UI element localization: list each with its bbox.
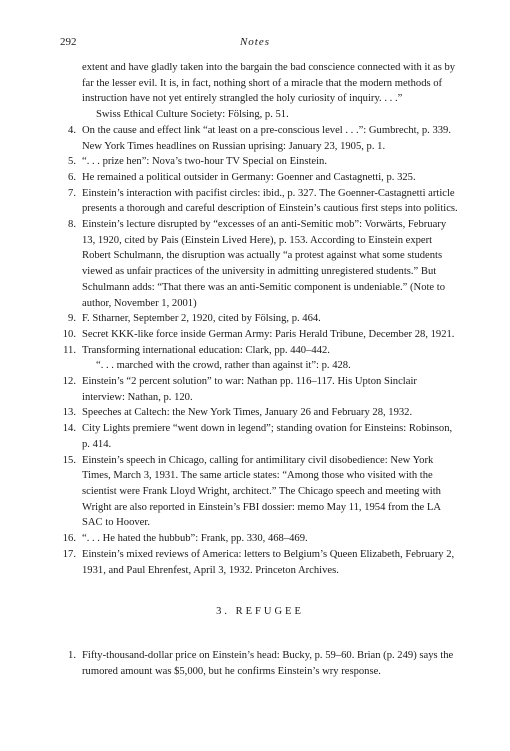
note-item xyxy=(60,547,460,578)
note-item xyxy=(60,186,460,217)
note-subline: “. . . marched with the crowd, rather than against it”: p. 428. xyxy=(96,360,351,372)
note-text: Transforming international education: Clark, pp. 440–442. xyxy=(82,344,330,356)
note-number: 1. xyxy=(68,649,76,661)
section-notes-list xyxy=(60,648,460,679)
note-text: City Lights premiere “went down in legend”; standing ovation for Einsteins: Robinson, p. 414. xyxy=(82,423,453,450)
page-number: 292 xyxy=(60,36,77,48)
note-item xyxy=(60,311,460,327)
note-item xyxy=(60,170,460,186)
note-number: 6. xyxy=(68,171,76,183)
note-number: 16. xyxy=(62,533,76,545)
notes-list xyxy=(60,123,460,578)
note-number: 14. xyxy=(62,423,76,435)
note-number: 4. xyxy=(68,124,76,136)
continuation-source: Swiss Ethical Culture Society: Fölsing, p. 51. xyxy=(96,109,289,121)
note-text: Einstein’s interaction with pacifist circles: ibid., p. 327. The Goenner-Castagnetti article presents a thorough and careful description of Einstein’s cautious first steps into politics. xyxy=(82,187,458,215)
note-item xyxy=(60,405,460,421)
running-head: Notes xyxy=(239,36,271,48)
note-text: Einstein’s mixed reviews of America: letters to Belgium’s Queen Elizabeth, February 2, 1931, and Paul Ehrenfest, April 3, 1932. Princeton Archives. xyxy=(82,548,455,576)
note-number: 11. xyxy=(63,344,76,356)
note-number: 13. xyxy=(62,407,76,419)
note-text: F. Stharner, September 2, 1920, cited by Fölsing, p. 464. xyxy=(82,313,321,325)
note-number: 10. xyxy=(62,328,76,340)
page-header xyxy=(60,36,450,52)
note-text: Secret KKK-like force inside German Army: Paris Herald Tribune, December 28, 1921. xyxy=(82,328,455,340)
note-item xyxy=(60,154,460,170)
note-number: 17. xyxy=(62,548,76,560)
note-item xyxy=(60,123,460,154)
note-text: Einstein’s speech in Chicago, calling for antimilitary civil disobedience: New York Times, March 3, 1931. The same article states: “Among those who visited with the scientist were Frank Lloyd Wright, architect.” The Chicago speech and meeting with Wright are also reported in Einstein’s FBI dossier: memo May 11, 1954 from the LA SAC to Hoover. xyxy=(82,454,441,529)
note-item xyxy=(60,421,460,452)
note-text: “. . . prize hen”: Nova’s two-hour TV Special on Einstein. xyxy=(82,156,327,168)
note-text: On the cause and effect link “at least on a pre-conscious level . . .”: Gumbrecht, p. 339. New York Times headlines on Russian uprising: January 23, 1905, p. 1. xyxy=(82,124,451,152)
note-number: 15. xyxy=(62,454,76,466)
note-number: 8. xyxy=(68,219,76,231)
notes-body xyxy=(60,60,460,679)
continuation-text: extent and have gladly taken into the bargain the bad conscience connected with it as by far the lesser evil. It is, in fact, nothing short of a miracle that the modern methods of instruction have not yet entirely strangled the holy curiosity of inquiry. . . .” xyxy=(82,62,456,105)
note-number: 5. xyxy=(68,156,76,168)
note-text: “. . . He hated the hubbub”: Frank, pp. 330, 468–469. xyxy=(82,533,308,545)
note-number: 7. xyxy=(68,187,76,199)
note-item xyxy=(60,531,460,547)
note-text: Fifty-thousand-dollar price on Einstein’s head: Bucky, p. 59–60. Brian (p. 249) says the rumored amount was $5,000, but he confirms Einstein’s wry response. xyxy=(82,649,454,677)
note-number: 9. xyxy=(68,313,76,325)
note-item xyxy=(60,374,460,405)
note-number: 12. xyxy=(62,376,76,388)
note-item xyxy=(60,453,460,532)
note-item xyxy=(60,648,460,679)
note-text: Speeches at Caltech: the New York Times, January 26 and February 28, 1932. xyxy=(82,407,413,419)
note-item xyxy=(60,327,460,343)
note-item xyxy=(60,343,460,359)
note-text: He remained a political outsider in Germany: Goenner and Castagnetti, p. 325. xyxy=(82,171,416,183)
note-text: Einstein’s “2 percent solution” to war: Nathan pp. 116–117. His Upton Sinclair interview: Nathan, p. 120. xyxy=(82,376,417,403)
note-text: Einstein’s lecture disrupted by “excesses of an anti-Semitic mob”: Vorwärts, February 13, 1920, cited by Pais (Einstein Lived Here), p. 153. According to Einstein expert Robert Schulmann, the disruption was actually “a protest against what some students viewed as unfair practices of the university in admitting unregistered students.” But Schulmann adds: “That there was an anti-Semitic component is undeniable.” (Note to author, November 1, 2001) xyxy=(82,219,447,309)
section-title: 3. REFUGEE xyxy=(216,606,304,618)
note-item xyxy=(60,217,460,311)
